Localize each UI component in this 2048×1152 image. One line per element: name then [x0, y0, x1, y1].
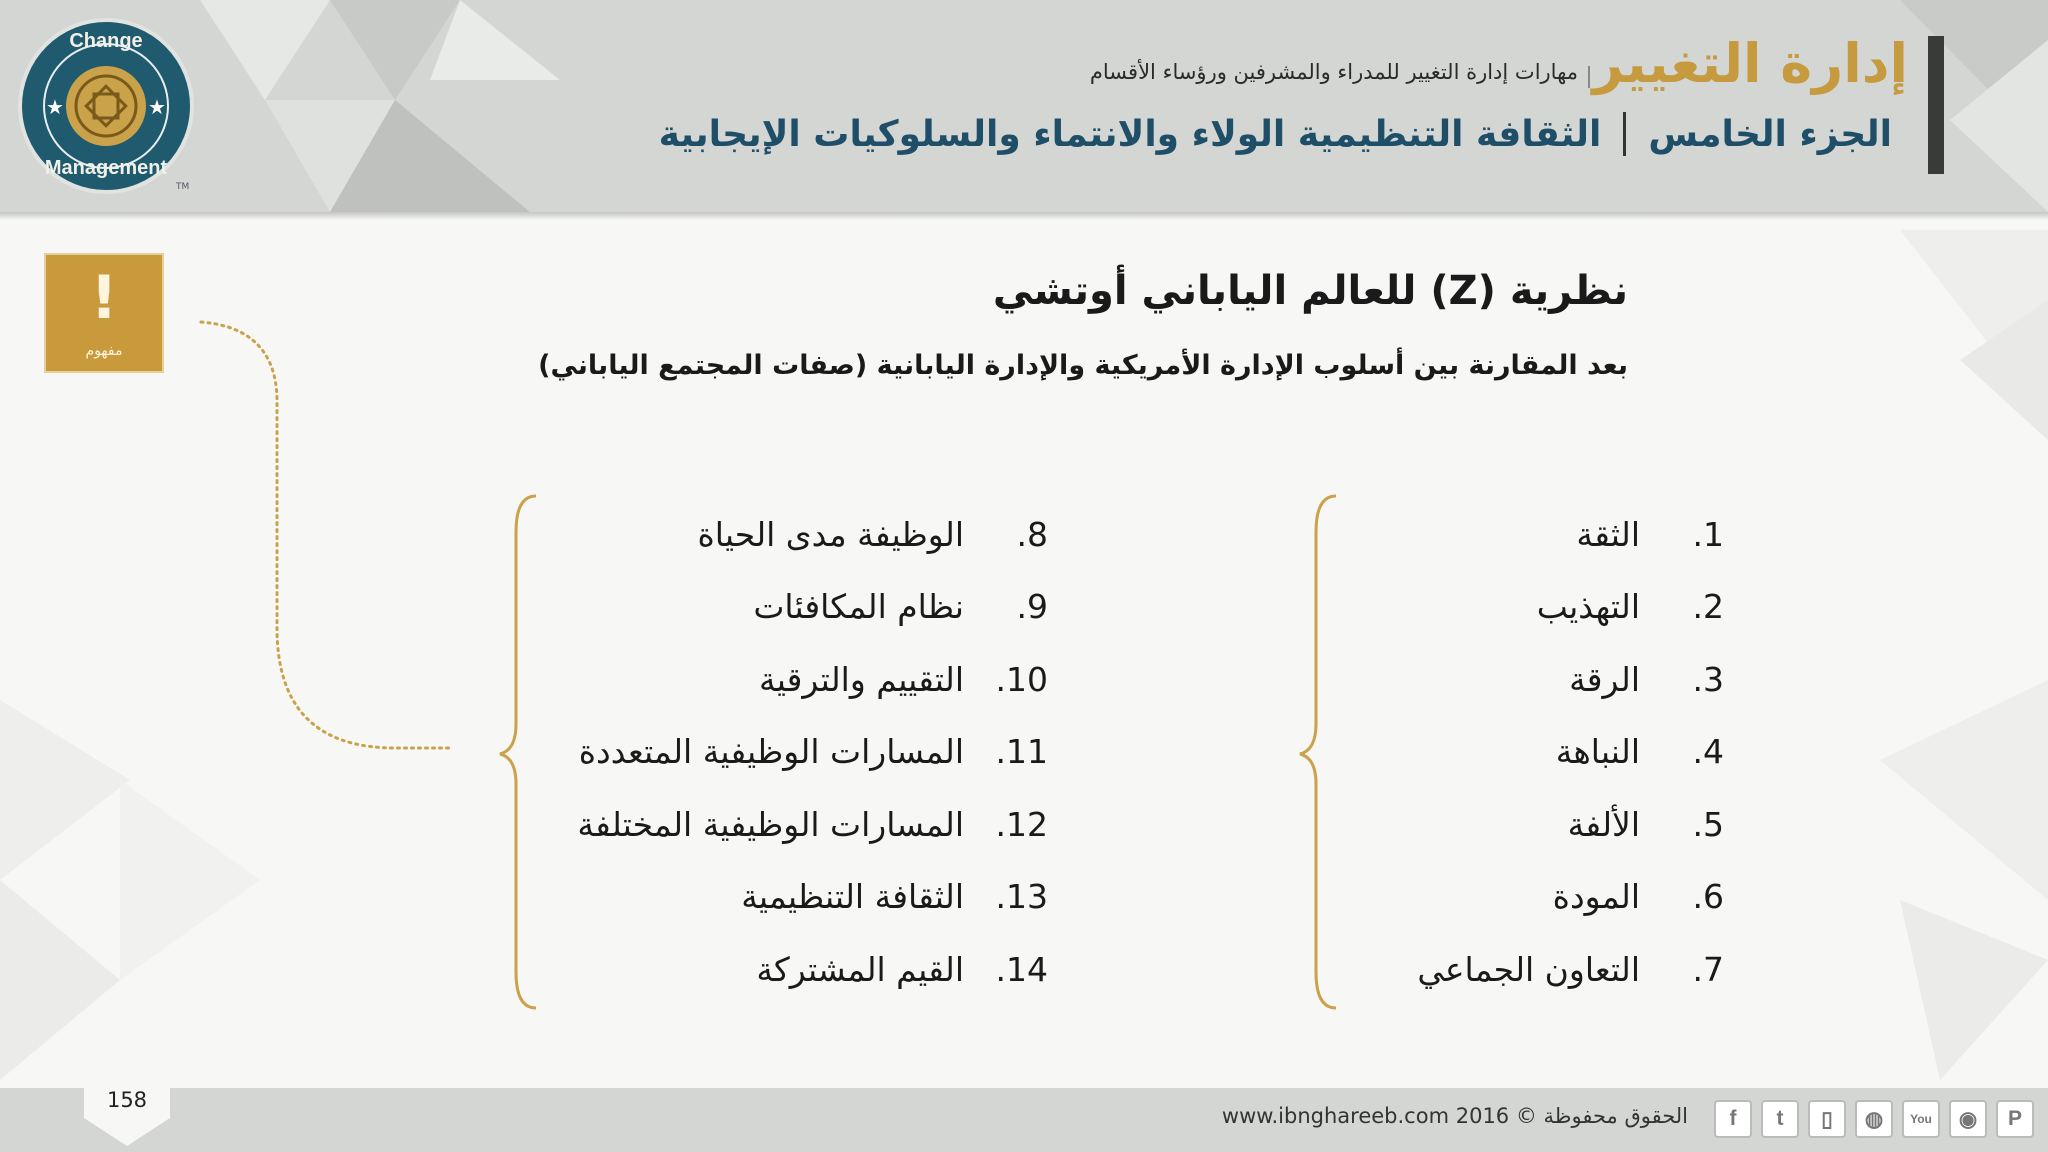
list-item: 12. المسارات الوظيفية المختلفة — [577, 804, 1048, 844]
list-item: 5. الألفة — [1567, 804, 1724, 844]
svg-text:★: ★ — [46, 95, 64, 119]
pinterest-icon[interactable]: P — [1996, 1100, 2034, 1138]
traits-list-left — [577, 498, 1048, 1006]
right-list-brace — [1296, 492, 1342, 1012]
list-item: 6. المودة — [1552, 877, 1724, 917]
list-item: 8. الوظيفة مدى الحياة — [697, 514, 1048, 554]
list-item: 4. النباهة — [1555, 732, 1724, 772]
list-item: 3. الرقة — [1569, 659, 1724, 699]
globe-icon[interactable]: ◍ — [1855, 1100, 1893, 1138]
list-item: 7. التعاون الجماعي — [1417, 949, 1724, 989]
list-item: 13. الثقافة التنظيمية — [741, 877, 1048, 917]
instagram-icon[interactable]: ◉ — [1949, 1100, 1987, 1138]
logo-trademark: TM — [176, 182, 190, 192]
svg-text:★: ★ — [148, 95, 166, 119]
brand-subtitle: مهارات إدارة التغيير للمدراء والمشرفين ورؤساء الأقسام — [1089, 60, 1578, 84]
list-item: 10. التقييم والترقية — [759, 659, 1048, 699]
social-icons — [1714, 1100, 2034, 1138]
facebook-icon[interactable]: f — [1714, 1100, 1752, 1138]
list-item: 14. القيم المشتركة — [756, 949, 1048, 989]
logo-top-text: Change — [69, 30, 143, 52]
traits-list-right — [1417, 498, 1724, 1006]
logo-bottom-text: Management — [44, 157, 168, 179]
section-title: الثقافة التنظيمية الولاء والانتماء والسلوكيات الإيجابية — [658, 113, 1602, 155]
list-item: 1. الثقة — [1576, 514, 1724, 554]
concept-label: مفهوم — [85, 343, 123, 359]
brand-title: إدارة التغيير — [1592, 32, 1908, 95]
section-label: الجزء الخامس — [1648, 113, 1892, 155]
left-list-brace — [496, 492, 542, 1012]
list-item: 9. نظام المكافئات — [753, 587, 1048, 627]
dotted-connector — [195, 318, 455, 758]
exclamation-icon: ! — [90, 263, 118, 333]
concept-badge — [44, 253, 164, 373]
theory-heading: نظرية (Z) للعالم الياباني أوتشي — [992, 268, 1628, 314]
twitter-icon[interactable]: t — [1761, 1100, 1799, 1138]
list-item: 2. التهذيب — [1536, 587, 1724, 627]
page-number: 158 — [106, 1088, 148, 1112]
list-item: 11. المسارات الوظيفية المتعددة — [578, 732, 1048, 772]
copyright-text: الحقوق محفوظة © 2016 www.ibnghareeb.com — [1221, 1104, 1688, 1128]
youtube-icon[interactable]: You — [1902, 1100, 1940, 1138]
phone-icon[interactable]: ▯ — [1808, 1100, 1846, 1138]
theory-subheading: بعد المقارنة بين أسلوب الإدارة الأمريكية والإدارة اليابانية (صفات المجتمع الياباني) — [538, 350, 1628, 381]
